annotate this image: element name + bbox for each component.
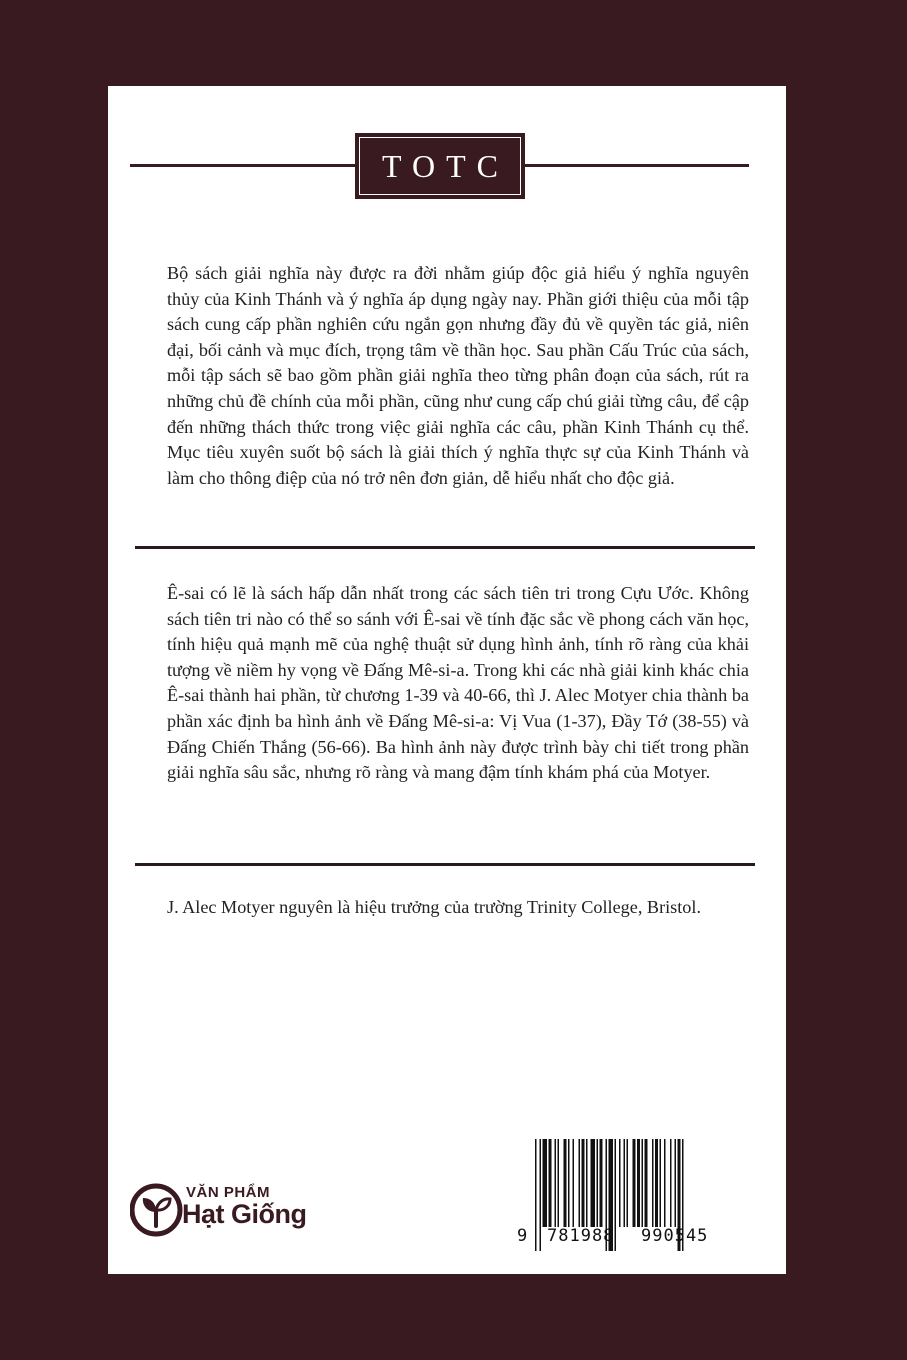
series-description: Bộ sách giải nghĩa này được ra đời nhằm giúp độc giả hiểu ý nghĩa nguyên thủy của Kinh Thánh và ý nghĩa áp dụng ngày nay. Phần giới thiệu của mỗi tập sách cung cấp phần nghiên cứu ngắn gọn nhưng đầy đủ về quyền tác giả, niên đại, bối cảnh và mục đích, trọng tâm về thần học. Sau phần Cấu Trúc của sách, mỗi tập sách sẽ bao gồm phần giải nghĩa theo từng phân đoạn của sách, rút ra những chủ đề chính của mỗi phần, cũng như cung cấp chú giải từng câu, để cập đến những thách thức trong việc giải nghĩa các câu, phần Kinh Thánh cụ thể. Mục tiêu xuyên suốt bộ sách là giải thích ý nghĩa thực sự của Kinh Thánh và làm cho thông điệp của nó trở nên đơn giản, dễ hiểu nhất cho độc giả. [167, 263, 749, 488]
barcode-bar [615, 1139, 617, 1251]
seedling-circle-icon [130, 1182, 186, 1238]
barcode-bar [664, 1139, 666, 1227]
author-bio: J. Alec Motyer nguyên là hiệu trưởng của trường Trinity College, Bristol. [167, 897, 701, 917]
barcode-bar [586, 1139, 588, 1227]
header-rule-right [525, 164, 749, 167]
barcode-bar [568, 1139, 570, 1227]
barcode-bar [670, 1139, 672, 1227]
barcode-bar [543, 1139, 548, 1227]
barcode-bar [582, 1139, 585, 1227]
barcode-bar [535, 1139, 537, 1251]
isbn-group-1: 781988 [547, 1226, 615, 1246]
series-badge [355, 133, 525, 199]
barcode-bar [642, 1139, 644, 1227]
barcode-bar [591, 1139, 596, 1227]
barcode-bar [619, 1139, 621, 1227]
publisher-logo-top-text: VĂN PHẨM [186, 1184, 271, 1201]
barcode-bar [540, 1139, 542, 1251]
series-label: TOTC [382, 147, 509, 184]
isbn-prefix: 9 [517, 1226, 529, 1246]
barcode-bar [652, 1139, 654, 1227]
section-divider-2 [135, 863, 755, 866]
barcode-bar [675, 1139, 677, 1227]
header-rule-left [130, 164, 355, 167]
barcode-bar [549, 1139, 552, 1227]
isbn-group-2: 990545 [641, 1226, 709, 1246]
isbn-barcode [511, 1135, 743, 1258]
barcode-bar [624, 1139, 626, 1227]
section-divider-1 [135, 546, 755, 549]
barcode-bar [655, 1139, 658, 1227]
barcode-bar [597, 1139, 599, 1227]
book-description: Ê-sai có lẽ là sách hấp dẫn nhất trong các sách tiên tri trong Cựu Ước. Không sách tiên tri nào có thể so sánh với Ê-sai về tính đặc sắc về phong cách văn học, tính hiệu quả mạnh mẽ của nghệ thuật sử dụng hình ảnh, tính rõ ràng của khải tượng về niềm hy vọng về Đấng Mê-si-a. Trong khi các nhà giải kinh khác chia Ê-sai thành hai phần, từ chương 1-39 và 40-66, thì J. Alec Motyer chia thành ba phần xác định ba hình ảnh về Đấng Mê-si-a: Vị Vua (1-37), Đầy Tớ (38-55) và Đấng Chiến Thắng (56-66). Ba hình ảnh này được trình bày chi tiết trong phần giải nghĩa sâu sắc, nhưng rõ ràng và mang đậm tính khám phá của Motyer. [167, 583, 749, 783]
barcode-bar [558, 1139, 560, 1227]
publisher-logo-main-text: Hạt Giống [182, 1199, 307, 1229]
barcode-bar [573, 1139, 575, 1227]
barcode-bar [645, 1139, 648, 1227]
barcode-bar [627, 1139, 629, 1227]
barcode-bar [660, 1139, 662, 1227]
barcode-bar [600, 1139, 603, 1227]
barcode-bar [555, 1139, 557, 1227]
barcode-bar [633, 1139, 636, 1227]
barcode-bar [637, 1139, 640, 1227]
series-badge-frame [359, 137, 521, 195]
barcode-bar [579, 1139, 581, 1227]
barcode-bar [564, 1139, 567, 1227]
back-cover-panel [108, 86, 786, 1274]
publisher-logo [130, 1182, 340, 1246]
